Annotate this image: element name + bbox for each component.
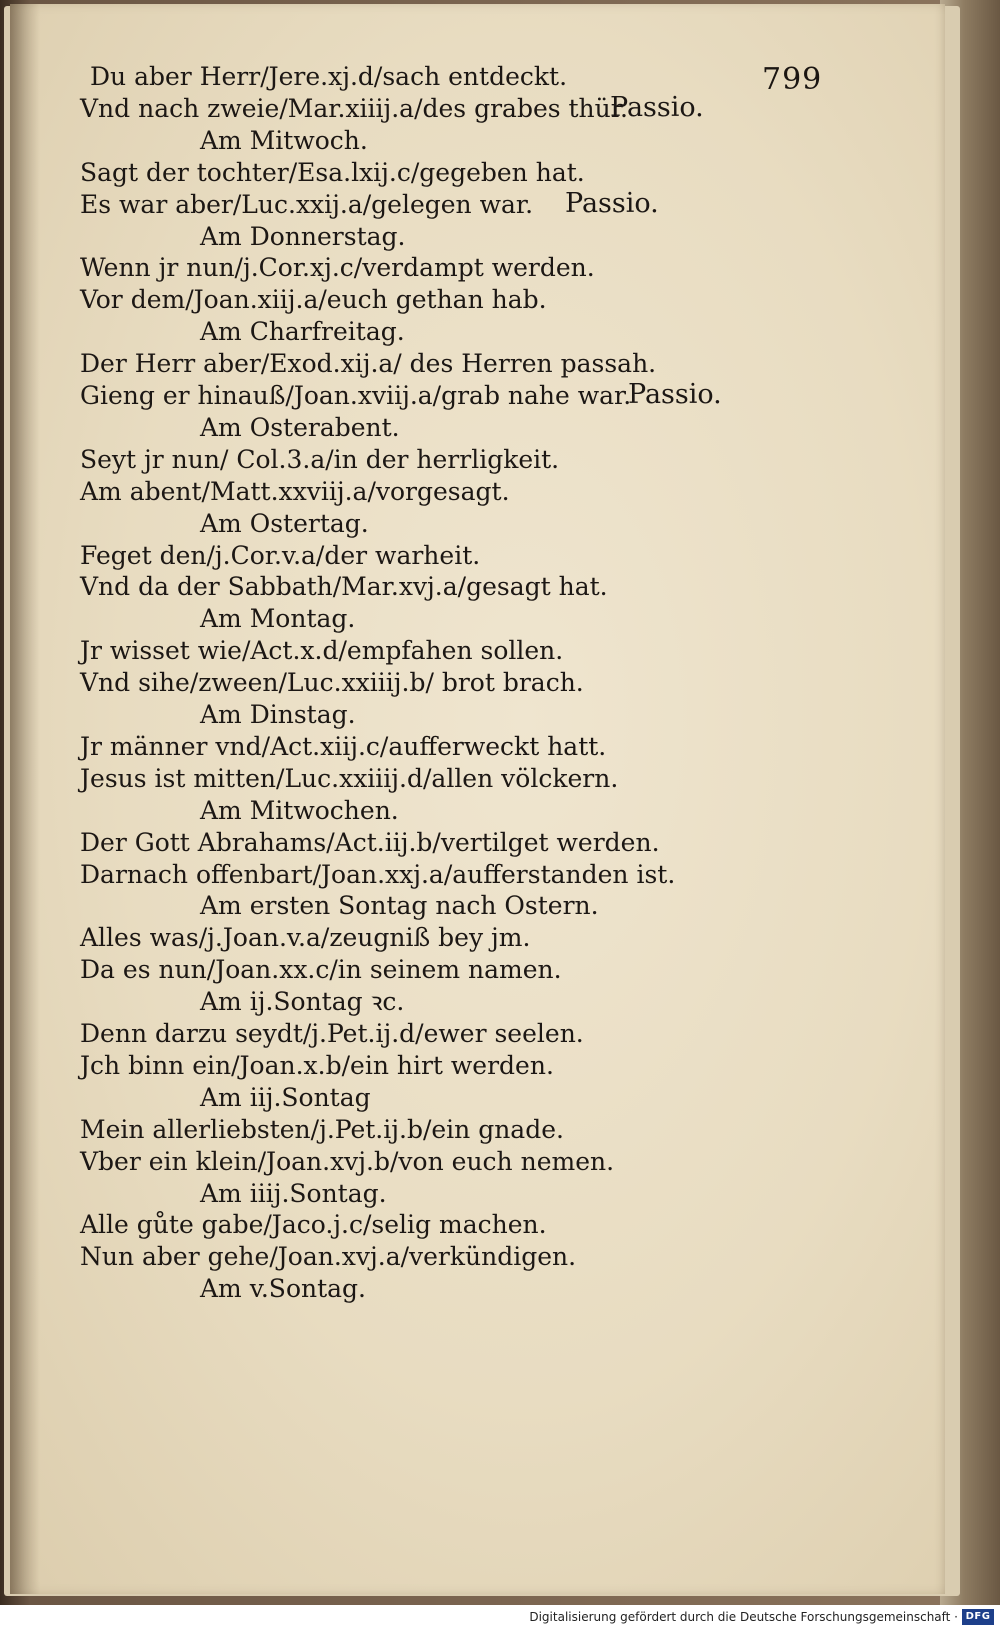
- page-number: 799: [762, 62, 823, 97]
- lectionary-entry: Vnd da der Sabbath/Mar.xvj.a/gesagt hat.: [80, 572, 608, 602]
- section-heading: Am ij.Sontag ꝛc.: [200, 987, 405, 1017]
- lectionary-entry: Du aber Herr/Jere.xj.d/sach entdeckt.: [90, 62, 568, 91]
- section-heading: Am iij.Sontag: [200, 1082, 371, 1112]
- section-heading: Am Montag.: [200, 604, 356, 634]
- lectionary-entry: Jesus ist mitten/Luc.xxiiij.d/allen völckern.: [80, 763, 619, 793]
- lectionary-entry: Feget den/j.Cor.v.a/der warheit.: [80, 540, 481, 570]
- lectionary-entry: Jr wisset wie/Act.x.d/empfahen sollen.: [80, 636, 564, 666]
- funding-credit: Digitalisierung gefördert durch die Deutsche Forschungsgemeinschaft ·: [529, 1610, 958, 1624]
- lectionary-entry: Darnach offenbart/Joan.xxj.a/aufferstanden ist.: [80, 859, 676, 889]
- lectionary-entry: Vber ein klein/Joan.xvj.b/von euch nemen.: [80, 1146, 615, 1176]
- lectionary-entry: Am abent/Matt.xxviij.a/vorgesagt.: [80, 476, 510, 506]
- section-heading: Am ersten Sontag nach Ostern.: [200, 891, 599, 921]
- lectionary-entry: Der Gott Abrahams/Act.iij.b/vertilget werden.: [80, 827, 660, 857]
- marginal-note: Passio.: [610, 91, 704, 123]
- lectionary-entry: Wenn jr nun/j.Cor.xj.c/verdampt werden.: [80, 253, 595, 283]
- section-heading: Am Dinstag.: [200, 700, 356, 729]
- section-heading: Am Donnerstag.: [200, 221, 406, 251]
- marginal-note: Passio.: [565, 187, 659, 219]
- section-heading: Am Charfreitag.: [200, 317, 405, 347]
- section-heading: Am Ostertag.: [200, 508, 369, 538]
- section-heading: Am Mitwoch.: [200, 125, 368, 155]
- dfg-logo: DFG: [962, 1609, 994, 1625]
- lectionary-entry: Alle gůte gabe/Jaco.j.c/selig machen.: [80, 1210, 547, 1240]
- lectionary-entry: Vnd nach zweie/Mar.xiiij.a/des grabes thür.: [80, 93, 628, 123]
- lectionary-entry: Da es nun/Joan.xx.c/in seinem namen.: [80, 955, 562, 985]
- lectionary-entry: Sagt der tochter/Esa.lxij.c/gegeben hat.: [80, 157, 585, 187]
- lectionary-entry: Der Herr aber/Exod.xij.a/ des Herren passah.: [80, 349, 657, 379]
- lectionary-entry: Seyt jr nun/ Col.3.a/in der herrligkeit.: [80, 444, 560, 474]
- lectionary-entry: Alles was/j.Joan.v.a/zeugniß bey jm.: [80, 923, 531, 953]
- lectionary-entry: Es war aber/Luc.xxij.a/gelegen war.: [80, 189, 534, 219]
- lectionary-entry: Vor dem/Joan.xiij.a/euch gethan hab.: [80, 285, 547, 315]
- section-heading: Am Mitwochen.: [200, 795, 399, 825]
- section-heading: Am Osterabent.: [200, 412, 400, 442]
- section-heading: Am v.Sontag.: [200, 1274, 366, 1304]
- lectionary-entry: Denn darzu seydt/j.Pet.ij.d/ewer seelen.: [80, 1019, 584, 1048]
- lectionary-entry: Gieng er hinauß/Joan.xviij.a/grab nahe war.: [80, 381, 632, 410]
- lectionary-entry: Nun aber gehe/Joan.xvj.a/verkündigen.: [80, 1242, 577, 1272]
- lectionary-entry: Vnd sihe/zween/Luc.xxiiij.b/ brot brach.: [80, 668, 584, 698]
- section-heading: Am iiij.Sontag.: [200, 1178, 387, 1208]
- marginal-note: Passio.: [628, 379, 722, 410]
- footer-bar: [0, 1605, 1000, 1632]
- paper-page: [10, 4, 945, 1594]
- lectionary-entry: Jr männer vnd/Act.xiij.c/aufferweckt hatt.: [80, 731, 607, 761]
- gutter-shadow: [10, 4, 40, 1594]
- lectionary-entry: Mein allerliebsten/j.Pet.ij.b/ein gnade.: [80, 1114, 564, 1144]
- lectionary-entry: Jch binn ein/Joan.x.b/ein hirt werden.: [80, 1050, 554, 1080]
